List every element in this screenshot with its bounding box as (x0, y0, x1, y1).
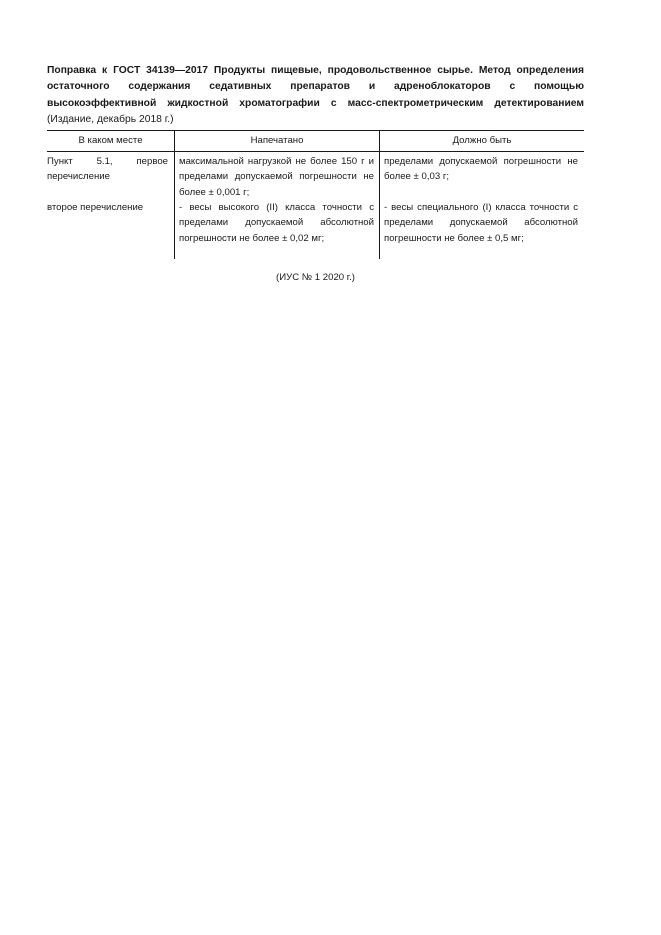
title-edition-text: (Издание, декабрь 2018 г.) (47, 114, 174, 126)
row1-should-be: пределами допускаемой погрешности не более ± 0,03 г; (384, 156, 578, 183)
header-place: В каком месте (78, 135, 143, 146)
table-top-border (47, 130, 584, 131)
row1-printed: максимальной нагрузкой не более 150 г и пределами допускаемой погрешности не более ± 0,001 г; (179, 156, 374, 198)
row1-place: Пункт 5.1, первое перечисление (47, 156, 168, 183)
row2-printed: - весы высокого (II) класса точности с пределами допускаемой абсолютной погрешности не более ± 0,02 мг; (179, 202, 374, 244)
table-header-border (47, 151, 584, 152)
column-divider-2 (379, 130, 380, 259)
row2-should-be: - весы специального (I) класса точности с пределами допускаемой абсолютной погрешности не более ± 0,5 мг; (384, 202, 578, 244)
row2-place: второе перечисление (47, 202, 144, 213)
footer-source: (ИУС № 1 2020 г.) (276, 272, 355, 283)
column-divider-1 (174, 130, 175, 259)
header-should-be: Должно быть (452, 135, 512, 146)
document-title (47, 63, 584, 129)
title-bold-text: Поправка к ГОСТ 34139—2017 Продукты пищевые, продовольственное сырье. Метод определения остаточного содержания седативных препаратов и адреноблокаторов с помощью высокоэффективной жидкостной хроматографии с масс-спектрометрическим детектированием (47, 65, 584, 109)
header-printed: Напечатано (250, 135, 304, 146)
